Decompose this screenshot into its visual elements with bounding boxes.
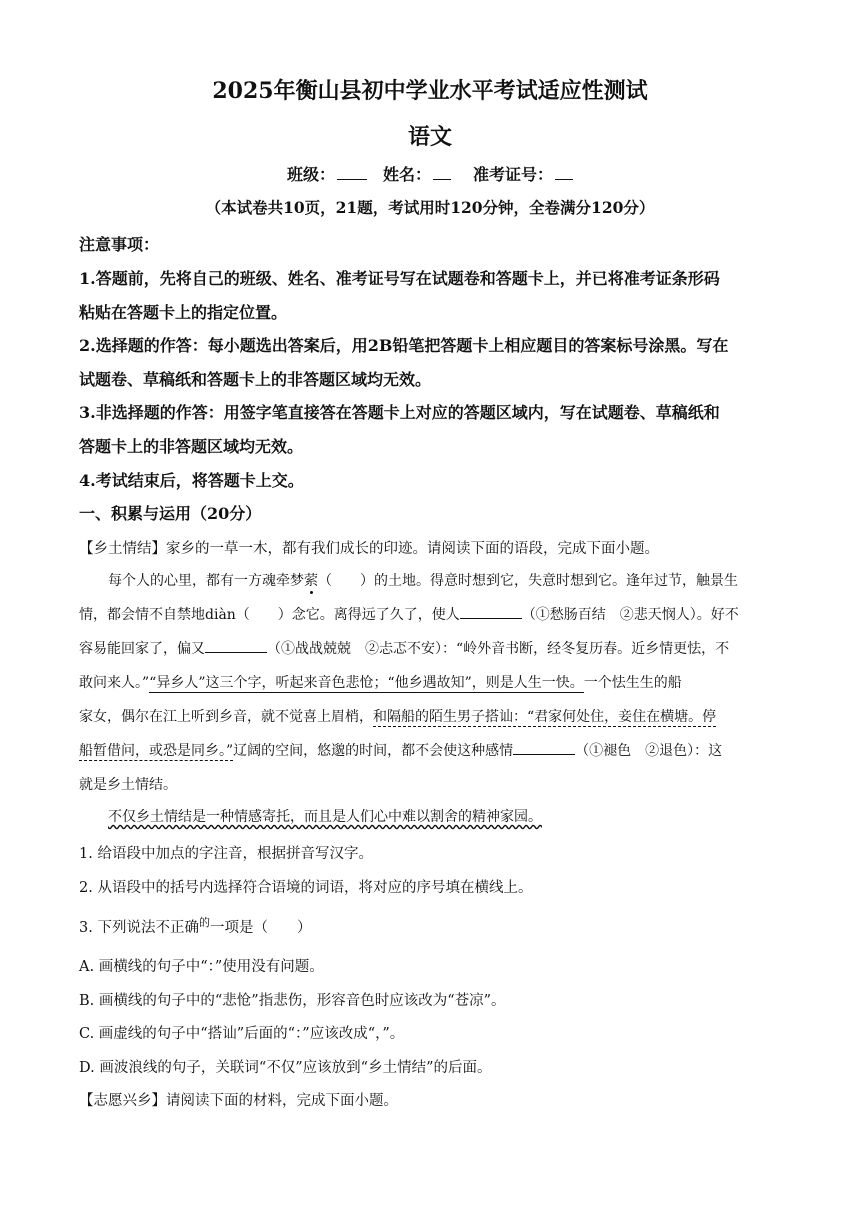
name-blank[interactable] <box>433 163 451 180</box>
option-a: A. 画横线的句子中“：”使用没有问题。 <box>79 959 324 975</box>
question-2: 2. 从语段中的括号内选择符合语境的词语，将对应的序号填在横线上。 <box>79 880 533 896</box>
passage-line: 船暂借问，或恐是同乡。”辽阔的空间，悠邈的时间，都不会使这种感情 （①褪色 ②退色）：这 <box>79 743 723 759</box>
notice-line: 答题卡上的非答题区域均无效。 <box>79 437 304 456</box>
option-d: D. 画波浪线的句子，关联词“不仅”应该放到“乡土情结”的后面。 <box>79 1060 492 1076</box>
notice-line: 2.选择题的作答：每小题选出答案后，用2B铅笔把答题卡上相应题目的答案标号涂黑。写在 <box>79 336 729 355</box>
option-b: B. 画横线的句子中的“悲怆”指悲伤，形容音色时应该改为“苍凉”。 <box>79 993 506 1009</box>
subject-title: 语文 <box>407 124 452 150</box>
passage-line: 敢问来人。”“异乡人”这三个字，听起来音色悲怆；“他乡遇故知”，则是人生一快。一个怯生生的船 <box>79 675 682 691</box>
question-3: 3. 下列说法不正确$^的$一项是（ ） <box>79 916 312 936</box>
class-blank[interactable] <box>337 163 367 180</box>
option-c: C. 画虚线的句子中“搭讪”后面的“：”应该改成“，”。 <box>79 1026 405 1042</box>
next-material-intro: 【志愿兴乡】请阅读下面的材料，完成下面小题。 <box>79 1093 398 1109</box>
section-heading: 一、积累与运用（20分） <box>79 504 262 523</box>
notice-line: 3.非选择题的作答：用签字笔直接答在答题卡上对应的答题区域内，写在试题卷、草稿纸和 <box>79 403 720 422</box>
notices-heading: 注意事项： <box>79 235 160 254</box>
name-label: 姓名： <box>382 165 431 184</box>
exam-note: （本试卷共10页，21题，考试用时120分钟，全卷满分120分） <box>205 198 655 217</box>
wavy-sentence: 不仅乡土情结是一种情感寄托，而且是人们心中难以割舍的精神家园。 <box>108 809 542 825</box>
material-intro: 【乡土情结】家乡的一草一木，都有我们成长的印迹。请阅读下面的语段，完成下面小题。 <box>79 541 659 557</box>
passage-line: 容易能回家了，偏又 （①战战兢兢 ②忐忑不安）：“岭外音书断，经冬复历春。近乡情更怯，不 <box>79 641 730 657</box>
student-info-line <box>0 162 860 185</box>
underlined-sentence: “异乡人”这三个字，听起来音色悲怆；“他乡遇故知”，则是人生一快。 <box>149 675 584 691</box>
passage-line: 情，都会情不自禁地diàn（ ）念它。离得远了久了，使人 （①愁肠百结 ②悲天悯人）。好不 <box>79 607 739 623</box>
answer-blank[interactable] <box>513 742 575 755</box>
ticket-label: 准考证号： <box>473 165 554 184</box>
notice-line: 试题卷、草稿纸和答题卡上的非答题区域均无效。 <box>79 370 432 389</box>
notice-line: 1.答题前，先将自己的班级、姓名、准考证号写在试题卷和答题卡上，并已将准考证条形码 <box>79 269 720 288</box>
dashed-sentence: 和隔船的陌生男子搭讪：“君家何处住，妾住在横塘。停 <box>373 709 717 725</box>
dotted-char: 萦 <box>304 573 318 589</box>
notice-line: 4.考试结束后，将答题卡上交。 <box>79 471 304 490</box>
ticket-blank[interactable] <box>555 163 573 180</box>
answer-blank[interactable] <box>460 606 522 619</box>
class-label: 班级： <box>286 165 335 184</box>
passage-line <box>108 806 781 826</box>
question-1: 1. 给语段中加点的字注音，根据拼音写汉字。 <box>79 846 373 862</box>
passage-line: 家女，偶尔在江上听到乡音，就不觉喜上眉梢，和隔船的陌生男子搭讪：“君家何处住，妾住在横塘。停 <box>79 709 717 725</box>
notice-line: 粘贴在答题卡上的指定位置。 <box>79 303 288 322</box>
passage-line: 就是乡土情结。 <box>79 777 177 793</box>
dashed-sentence: 船暂借问，或恐是同乡。” <box>79 743 234 759</box>
exam-title: 2025年衡山县初中学业水平考试适应性测试 <box>212 78 648 104</box>
answer-blank[interactable] <box>205 640 267 653</box>
passage-line: 每个人的心里，都有一方魂牵梦萦（ ）的土地。得意时想到它，失意时想到它。逢年过节，触景生 <box>108 573 738 589</box>
